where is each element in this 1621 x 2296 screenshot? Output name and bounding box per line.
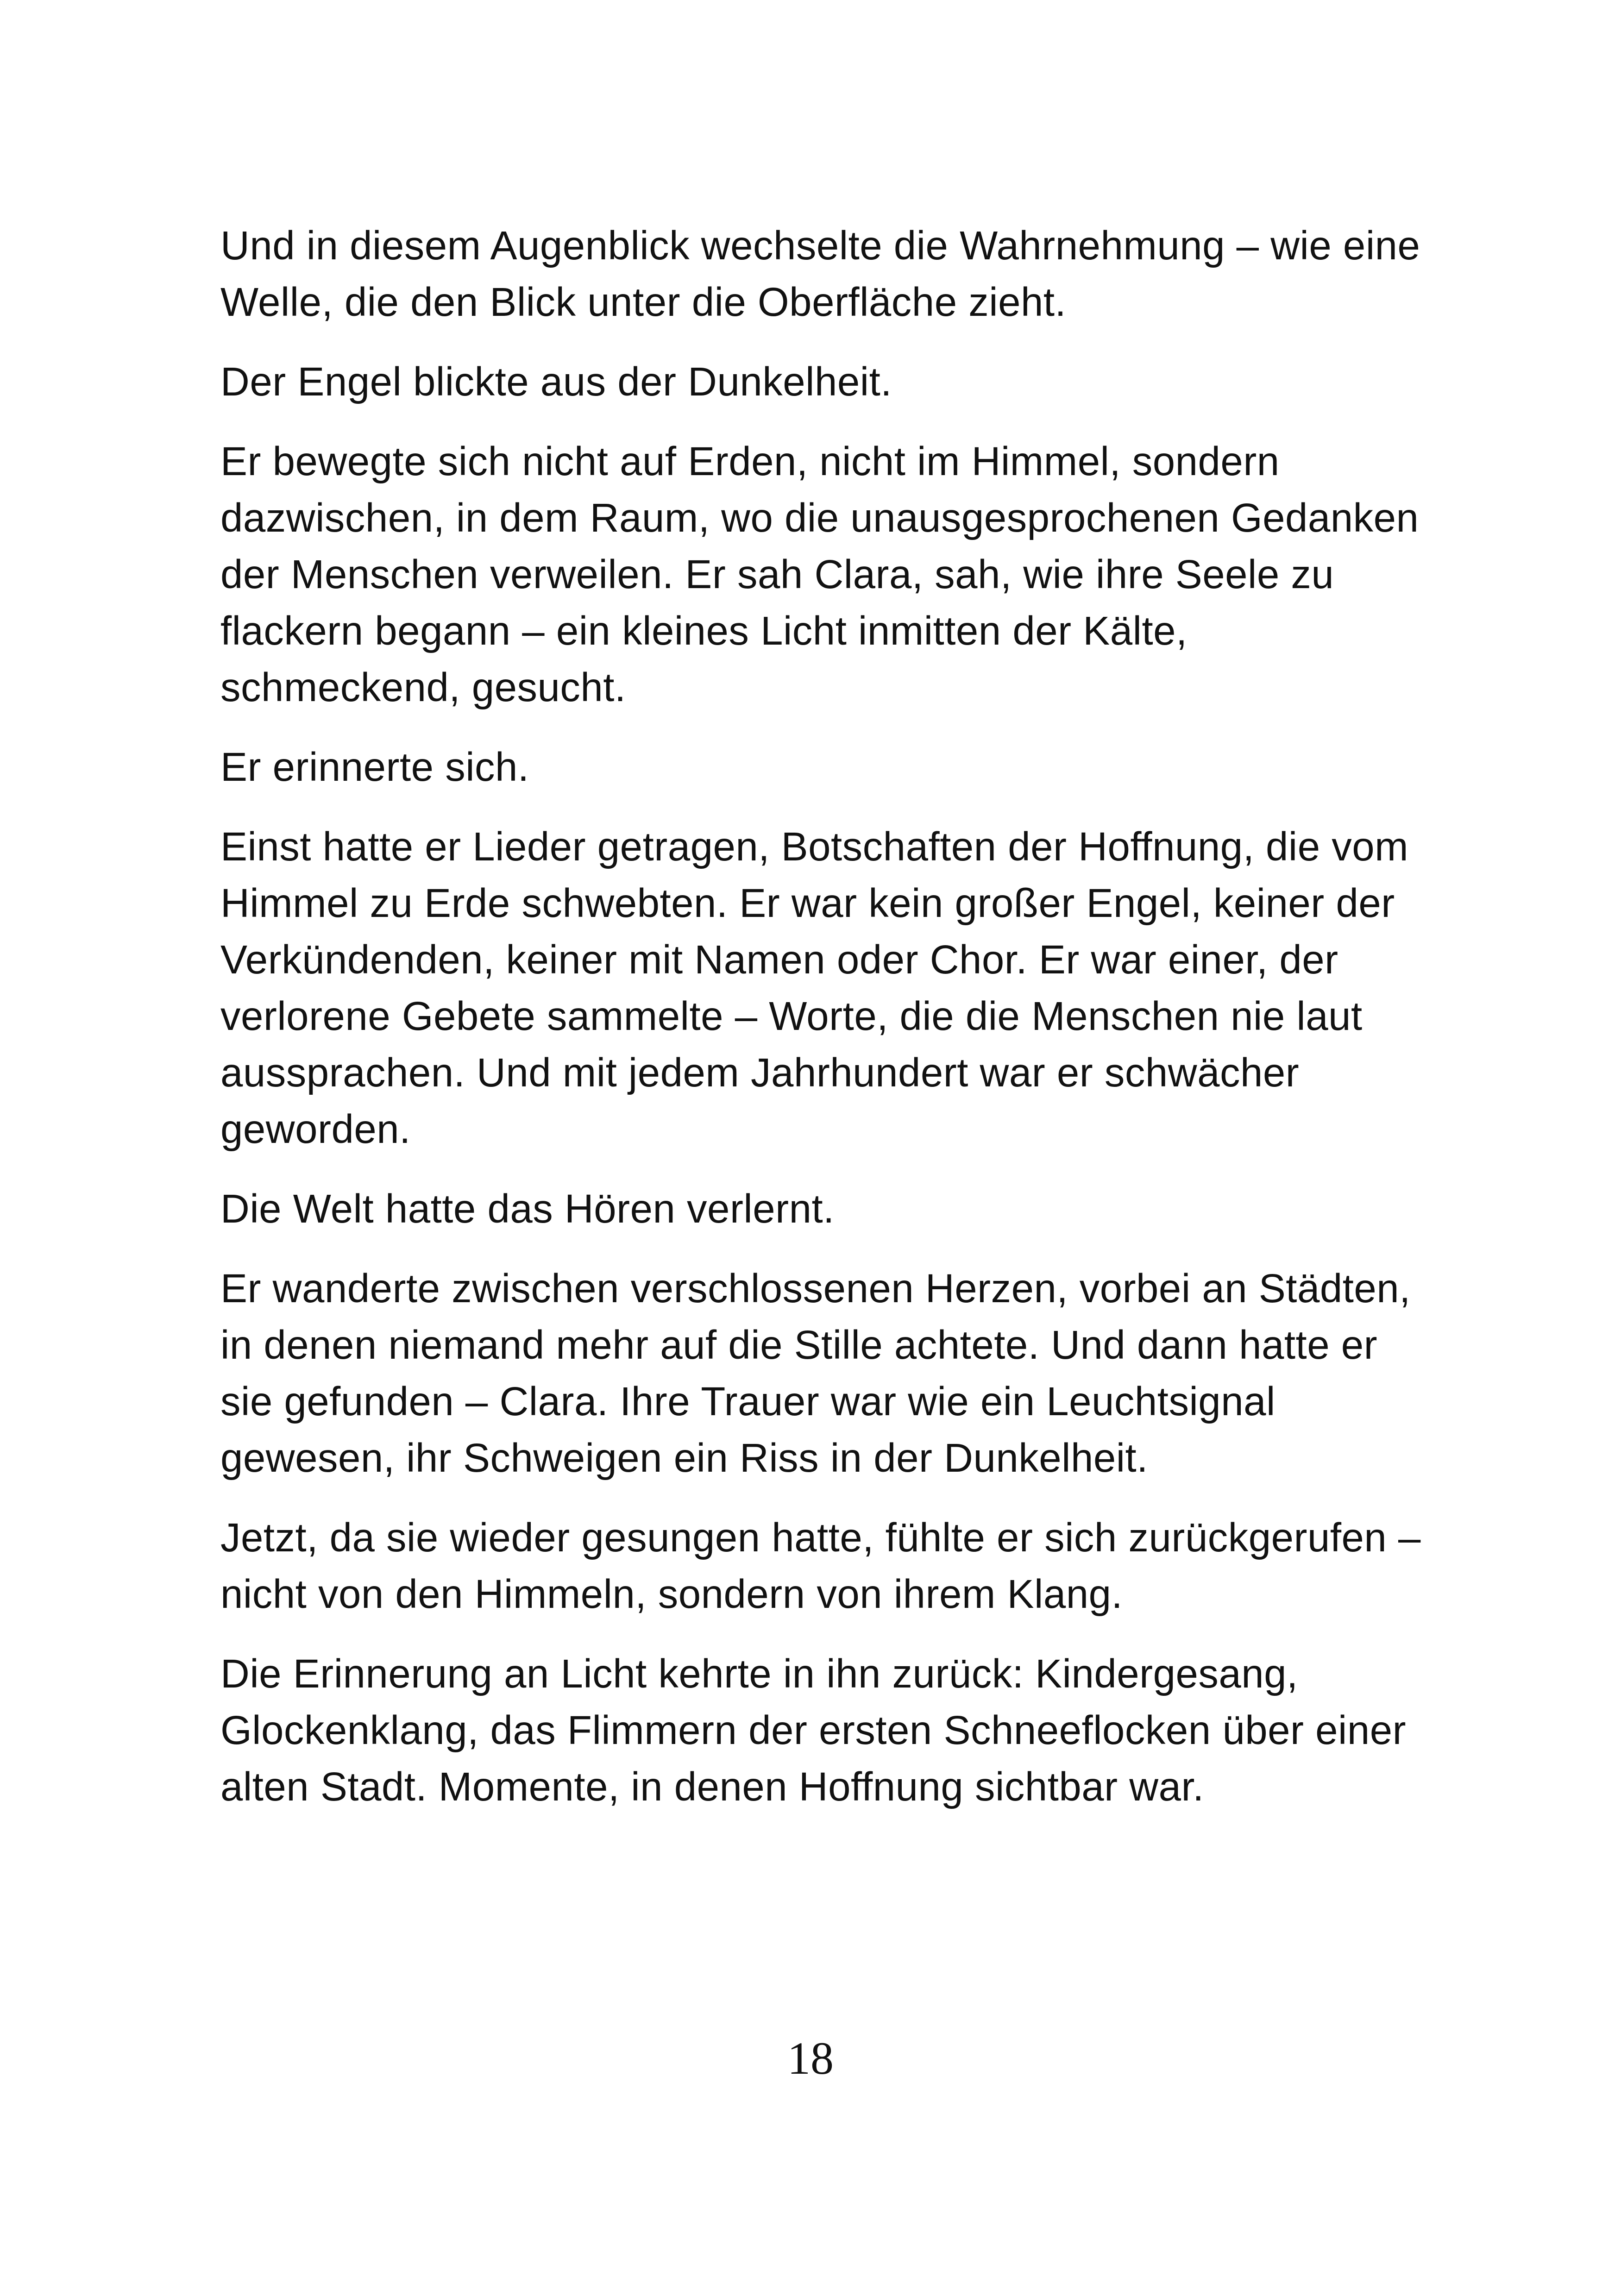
paragraph: Die Welt hatte das Hören verlernt. <box>220 1186 835 1231</box>
paragraph: Er wanderte zwischen verschlossenen Herzen, vorbei an Städten, in denen niemand mehr auf die Stille achtete. Und dann hatte er sie gefunden – Clara. Ihre Trauer war wie ein Leuchtsignal gewesen, ihr Schweigen ein Riss in der Dunkelheit. <box>220 1266 1411 1480</box>
paragraph: Und in diesem Augenblick wechselte die Wahrnehmung – wie eine Welle, die den Blick unter die Oberfläche zieht. <box>220 223 1420 325</box>
paragraph: Er bewegte sich nicht auf Erden, nicht im Himmel, sondern dazwischen, in dem Raum, wo die unausgesprochenen Gedanken der Menschen verweilen. Er sah Clara, sah, wie ihre Seele zu flackern begann – ein kleines Licht inmitten der Kälte, schmeckend, gesucht. <box>220 439 1419 710</box>
paragraph: Er erinnerte sich. <box>220 745 529 790</box>
body-text <box>220 218 1434 1838</box>
paragraph: Einst hatte er Lieder getragen, Botschaften der Hoffnung, die vom Himmel zu Erde schwebten. Er war kein großer Engel, keiner der Verkündenden, keiner mit Namen oder Chor. Er war einer, der verlorene Gebete sammelte – Worte, die die Menschen nie laut aussprachen. Und mit jedem Jahrhundert war er schwächer geworden. <box>220 824 1409 1152</box>
page-number: 18 <box>787 2033 834 2084</box>
paragraph: Der Engel blickte aus der Dunkelheit. <box>220 359 892 404</box>
paragraph: Jetzt, da sie wieder gesungen hatte, fühlte er sich zurückgerufen – nicht von den Himmeln, sondern von ihrem Klang. <box>220 1515 1421 1617</box>
paragraph: Die Erinnerung an Licht kehrte in ihn zurück: Kindergesang, Glockenklang, das Flimmern der ersten Schneeflocken über einer alten Stadt. Momente, in denen Hoffnung sichtbar war. <box>220 1651 1407 1809</box>
